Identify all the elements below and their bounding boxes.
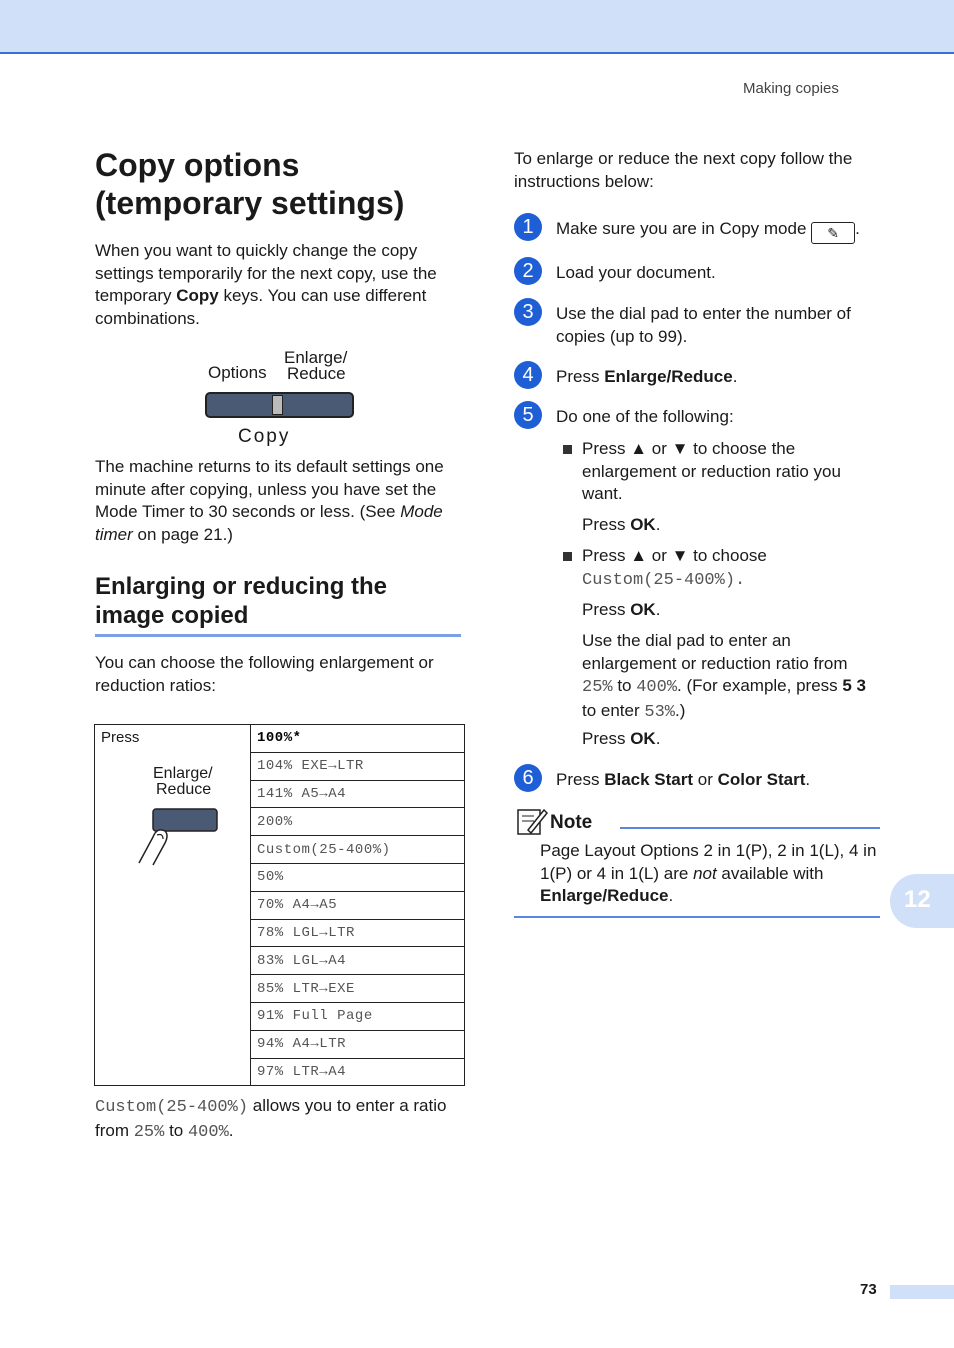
step-number-3: 3 xyxy=(514,298,542,326)
text: or xyxy=(647,439,672,458)
page-number: 73 xyxy=(860,1281,877,1298)
down-arrow-icon: ▼ xyxy=(671,439,689,458)
text: or xyxy=(647,546,672,565)
chapter-tab xyxy=(890,874,954,928)
ratio-cell: 91% Full Page xyxy=(251,1002,465,1030)
copy-mode-key-icon: ✎ xyxy=(811,222,855,244)
ratio-cell: 104% EXE→LTR xyxy=(251,752,465,780)
step-3-text: Use the dial pad to enter the number of copies (up to 99). xyxy=(556,304,851,346)
table-key-label-reduce: Reduce xyxy=(156,781,212,798)
custom-ratio-note xyxy=(95,1095,465,1144)
ratio-cell: 97% LTR→A4 xyxy=(251,1058,465,1086)
ok-key-name: OK xyxy=(630,515,656,534)
page-title: Copy options (temporary settings) xyxy=(95,147,405,221)
text: Press xyxy=(582,600,631,619)
not-emphasis: not xyxy=(693,863,717,883)
text: to choose xyxy=(688,546,767,565)
ratio-cell: 141% A5→A4 xyxy=(251,780,465,808)
ratio-cell: 200% xyxy=(251,808,465,836)
copy-keyword: Copy xyxy=(176,286,219,305)
down-arrow-icon: ▼ xyxy=(671,546,689,565)
instructions-intro: To enlarge or reduce the next copy follow the instructions below: xyxy=(514,149,853,191)
default-text-end: on page 21.) xyxy=(132,524,233,544)
finger-press-icon xyxy=(133,807,223,867)
copy-group-label: Copy xyxy=(238,426,291,447)
ratio-cell: Custom(25-400%) xyxy=(251,836,465,864)
step-number-6: 6 xyxy=(514,764,542,792)
intro-paragraph xyxy=(95,240,465,330)
top-color-band xyxy=(0,0,954,54)
step-1-end: . xyxy=(855,219,860,238)
copy-keys-figure xyxy=(200,345,360,450)
copy-keys-button-pair xyxy=(205,392,354,418)
section-heading: Enlarging or reducing the image copied xyxy=(95,573,388,629)
default-text: The machine returns to its default settings one minute after copying, unless you have set the Mode Timer to 30 seconds or less. (See xyxy=(95,457,444,521)
text: . xyxy=(805,770,811,789)
text: . xyxy=(655,515,661,534)
enlarge-key-label: Enlarge/ xyxy=(284,348,348,367)
step-number-4: 4 xyxy=(514,361,542,389)
color-start-key-name: Color Start xyxy=(717,770,806,789)
text: . (For example, press xyxy=(677,676,843,695)
note-title: Note xyxy=(550,812,593,833)
bullet-marker xyxy=(563,552,572,561)
max-ratio: 400% xyxy=(636,678,678,697)
text: available with xyxy=(716,863,824,883)
text: . xyxy=(655,729,661,748)
to-word: to xyxy=(164,1120,188,1140)
step-1-text xyxy=(556,218,896,244)
ratio-cell: 78% LGL→LTR xyxy=(251,919,465,947)
note-pencil-icon xyxy=(516,806,548,836)
table-key-label-enlarge: Enlarge/ xyxy=(153,765,213,782)
text: Press xyxy=(556,770,605,789)
text: Press xyxy=(582,729,631,748)
custom-code: Custom(25-400%). xyxy=(582,570,746,590)
chapter-number: 12 xyxy=(904,886,931,913)
note-top-rule xyxy=(620,827,880,829)
running-header: Making copies xyxy=(743,80,839,97)
text: Page Layout Options 2 in 1(P), 2 in 1(L), 4 in 1(P) or 4 in 1(L) are xyxy=(540,841,877,883)
custom-text: allows you to enter a ratio from xyxy=(95,1096,447,1140)
text: to choose the enlargement or reduction ratio you want. xyxy=(582,439,841,503)
ratio-cell: 94% A4→LTR xyxy=(251,1030,465,1058)
ratio-cell: 85% LTR→EXE xyxy=(251,975,465,1003)
step-6-text xyxy=(556,769,886,792)
text: Press xyxy=(582,546,631,565)
intro-text: When you want to quickly change the copy settings temporarily for the next copy, use the temporary xyxy=(95,241,437,305)
option-2-text xyxy=(582,545,872,592)
press-label: Press xyxy=(101,729,140,746)
ok-key-name: OK xyxy=(630,600,656,619)
note-bottom-rule xyxy=(514,916,880,918)
min-ratio: 25% xyxy=(133,1122,165,1142)
ratio-cell: 100%* xyxy=(251,725,465,753)
option-1-press-ok xyxy=(582,514,660,537)
section-underline xyxy=(95,634,461,637)
min-ratio: 25% xyxy=(582,678,613,697)
reduce-key-label: Reduce xyxy=(287,364,346,383)
step-1-label: Make sure you are in Copy mode xyxy=(556,219,807,238)
table-row xyxy=(95,725,465,753)
default-settings-paragraph xyxy=(95,456,465,546)
text: Press xyxy=(582,439,631,458)
text: to enter xyxy=(582,700,645,720)
step-5-text: Do one of the following: xyxy=(556,407,734,426)
mode-timer-ref: Mode timer xyxy=(95,502,443,544)
press-key-cell xyxy=(95,725,251,1086)
bullet-marker xyxy=(563,445,572,454)
ratio-cell: 50% xyxy=(251,863,465,891)
step-number-1: 1 xyxy=(514,213,542,241)
text: to xyxy=(612,676,637,695)
up-arrow-icon: ▲ xyxy=(630,439,648,458)
dial-pad-instruction xyxy=(582,630,877,724)
option-2-press-ok xyxy=(582,599,660,622)
text: .) xyxy=(674,700,686,720)
text: Press xyxy=(582,515,631,534)
ratio-choice-paragraph: You can choose the following enlargement or reduction ratios: xyxy=(95,653,434,695)
step-number-5: 5 xyxy=(514,401,542,429)
up-arrow-icon: ▲ xyxy=(630,546,648,565)
key-divider xyxy=(272,395,283,415)
black-start-key-name: Black Start xyxy=(604,770,694,789)
text: Use the dial pad to enter an enlargement or reduction ratio from xyxy=(582,631,848,673)
option-1-text xyxy=(582,438,872,506)
page-number-bar xyxy=(890,1285,954,1299)
option-2-press-ok-final xyxy=(582,728,660,751)
step-number-2: 2 xyxy=(514,257,542,285)
enlarge-reduce-key-name: Enlarge/Reduce xyxy=(604,367,733,386)
example-keys: 5 3 xyxy=(842,676,867,695)
ratio-cell: 83% LGL→A4 xyxy=(251,947,465,975)
step-4-post: . xyxy=(732,367,738,386)
ratio-cell: 70% A4→A5 xyxy=(251,891,465,919)
ratio-table xyxy=(94,724,465,1086)
period: . xyxy=(228,1120,234,1140)
text: . xyxy=(668,886,674,905)
example-ratio: 53% xyxy=(644,702,675,722)
step-4-pre: Press xyxy=(556,367,605,386)
enlarge-reduce-key-name: Enlarge/Reduce xyxy=(540,886,669,905)
note-text xyxy=(540,840,885,908)
step-4-text xyxy=(556,366,886,389)
max-ratio: 400% xyxy=(187,1122,229,1142)
custom-code: Custom(25-400%) xyxy=(95,1098,249,1117)
ok-key-name: OK xyxy=(630,729,656,748)
options-key-label: Options xyxy=(208,363,267,382)
step-2-text: Load your document. xyxy=(556,263,716,282)
text: or xyxy=(693,770,718,789)
intro-text-end: keys. You can use different combinations. xyxy=(95,286,427,328)
text: . xyxy=(655,600,661,619)
